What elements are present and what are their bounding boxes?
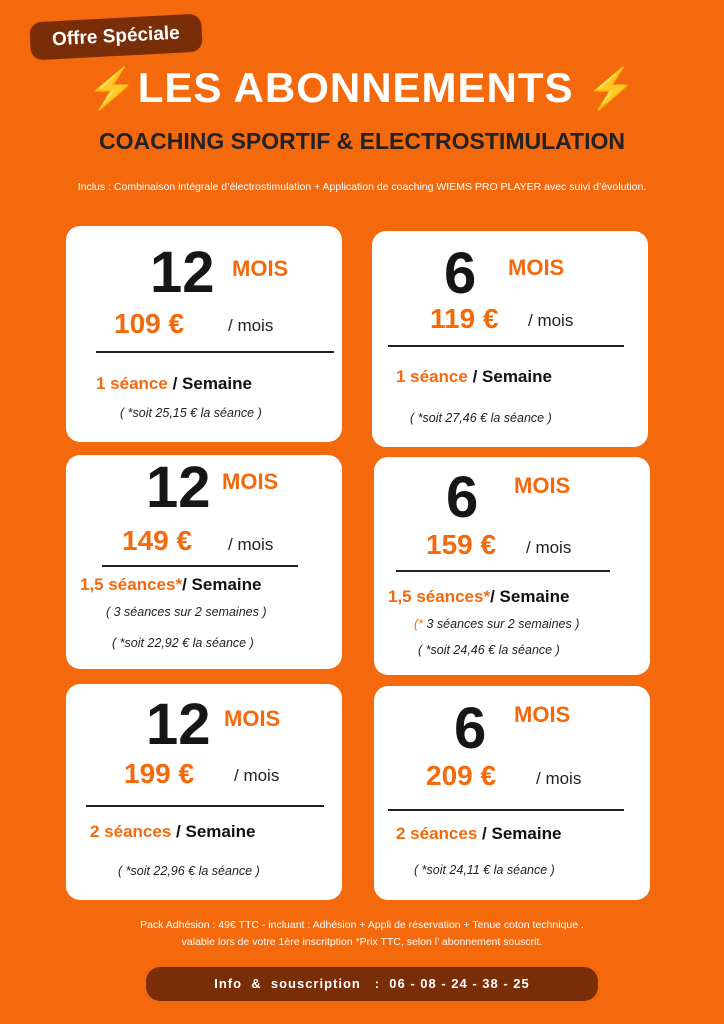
footer-line-2: valable lors de votre 1ère inscritption *Prix TTC, selon l’ abonnement souscrit. bbox=[181, 936, 543, 948]
plan-sessions-count: 2 séances bbox=[90, 822, 172, 841]
footer-line-1: Pack Adhésion : 49€ TTC - incluant : Adhésion + Appli de réservation + Tenue coton technique . bbox=[140, 919, 584, 931]
lightning-icon: ⚡ bbox=[586, 67, 638, 111]
plan-sessions-unit: / Semaine bbox=[490, 587, 570, 606]
included-text: Inclus : Combinaison intégrale d’électrostimulation + Application de coaching WIEMS PRO PLAYER avec suivi d’évolution. bbox=[77, 181, 647, 193]
page-title bbox=[0, 64, 724, 112]
plan-price-period: / mois bbox=[234, 766, 280, 785]
plan-sessions-count: 1 séance bbox=[396, 367, 468, 386]
divider bbox=[396, 570, 610, 572]
plan-sessions bbox=[80, 575, 261, 595]
plan-price-period: / mois bbox=[228, 535, 274, 554]
asterisk-mark: (* bbox=[414, 617, 424, 631]
plan-sessions-unit: / Semaine bbox=[172, 374, 252, 393]
plan-price-per-session: ( *soit 24,46 € la séance ) bbox=[418, 643, 560, 657]
plan-price-period: / mois bbox=[526, 538, 572, 557]
footer-notes bbox=[0, 917, 724, 951]
plan-duration-unit: MOIS bbox=[514, 702, 571, 727]
plan-sessions-unit: / Semaine bbox=[176, 822, 256, 841]
plan-price-per-session: ( *soit 25,15 € la séance ) bbox=[120, 406, 262, 420]
plan-duration-unit: MOIS bbox=[232, 256, 289, 281]
plan-price: 199 € bbox=[124, 758, 195, 789]
plan-sessions-count: 1 séance bbox=[96, 374, 168, 393]
plan-sessions bbox=[96, 374, 252, 394]
plan-duration: 12 bbox=[150, 240, 215, 305]
plan-sessions-detail-text: 3 séances sur 2 semaines ) bbox=[423, 617, 580, 631]
plan-price: 149 € bbox=[122, 525, 193, 556]
plan-duration: 6 bbox=[446, 465, 479, 530]
plan-sessions-detail bbox=[414, 617, 579, 631]
plan-price: 159 € bbox=[426, 529, 497, 560]
plan-card-12-months-2[interactable] bbox=[66, 455, 342, 669]
plan-duration: 6 bbox=[454, 696, 487, 761]
plan-sessions bbox=[90, 822, 255, 842]
plan-sessions-count: 1,5 séances* bbox=[388, 587, 491, 606]
plan-card-6-months-1[interactable] bbox=[372, 231, 648, 447]
plan-price-period: / mois bbox=[228, 316, 274, 335]
plan-duration-unit: MOIS bbox=[508, 255, 565, 280]
plan-card-6-months-2[interactable] bbox=[374, 457, 650, 675]
divider bbox=[102, 565, 298, 567]
plan-duration-unit: MOIS bbox=[222, 469, 279, 494]
special-offer-badge: Offre Spéciale bbox=[29, 14, 203, 61]
plan-duration: 12 bbox=[146, 455, 211, 520]
plan-price-per-session: ( *soit 22,92 € la séance ) bbox=[112, 636, 254, 650]
plan-duration-unit: MOIS bbox=[224, 706, 281, 731]
plan-sessions-count: 2 séances bbox=[396, 824, 478, 843]
plan-price-per-session: ( *soit 24,11 € la séance ) bbox=[414, 863, 555, 877]
plan-price: 109 € bbox=[114, 308, 185, 339]
lightning-icon: ⚡ bbox=[86, 67, 138, 111]
plan-duration: 12 bbox=[146, 692, 211, 757]
plan-duration: 6 bbox=[444, 241, 477, 306]
plan-price: 209 € bbox=[426, 760, 497, 791]
divider bbox=[96, 351, 334, 353]
plan-sessions-detail: ( 3 séances sur 2 semaines ) bbox=[106, 605, 267, 619]
plan-price-period: / mois bbox=[536, 769, 582, 788]
plan-sessions bbox=[396, 367, 552, 387]
plan-card-6-months-3[interactable] bbox=[374, 686, 650, 900]
plan-card-12-months-1[interactable] bbox=[66, 226, 342, 442]
page-title-text: LES ABONNEMENTS bbox=[137, 64, 574, 111]
plan-sessions-unit: / Semaine bbox=[182, 575, 262, 594]
plan-card-12-months-3[interactable] bbox=[66, 684, 342, 900]
info-contact-button[interactable]: Info & souscription : 06 - 08 - 24 - 38 - 25 bbox=[146, 967, 598, 1001]
plan-price-per-session: ( *soit 22,96 € la séance ) bbox=[118, 864, 260, 878]
plan-duration-unit: MOIS bbox=[514, 473, 571, 498]
plan-price-per-session: ( *soit 27,46 € la séance ) bbox=[410, 411, 552, 425]
plan-sessions-unit: / Semaine bbox=[472, 367, 552, 386]
plan-sessions bbox=[396, 824, 561, 844]
divider bbox=[388, 345, 624, 347]
divider bbox=[388, 809, 624, 811]
subtitle: COACHING SPORTIF & ELECTROSTIMULATION bbox=[98, 128, 625, 154]
plan-price: 119 € bbox=[430, 303, 499, 334]
plan-sessions bbox=[388, 587, 569, 607]
plan-sessions-count: 1,5 séances* bbox=[80, 575, 183, 594]
plan-price-period: / mois bbox=[528, 311, 574, 330]
plan-sessions-unit: / Semaine bbox=[482, 824, 562, 843]
divider bbox=[86, 805, 324, 807]
